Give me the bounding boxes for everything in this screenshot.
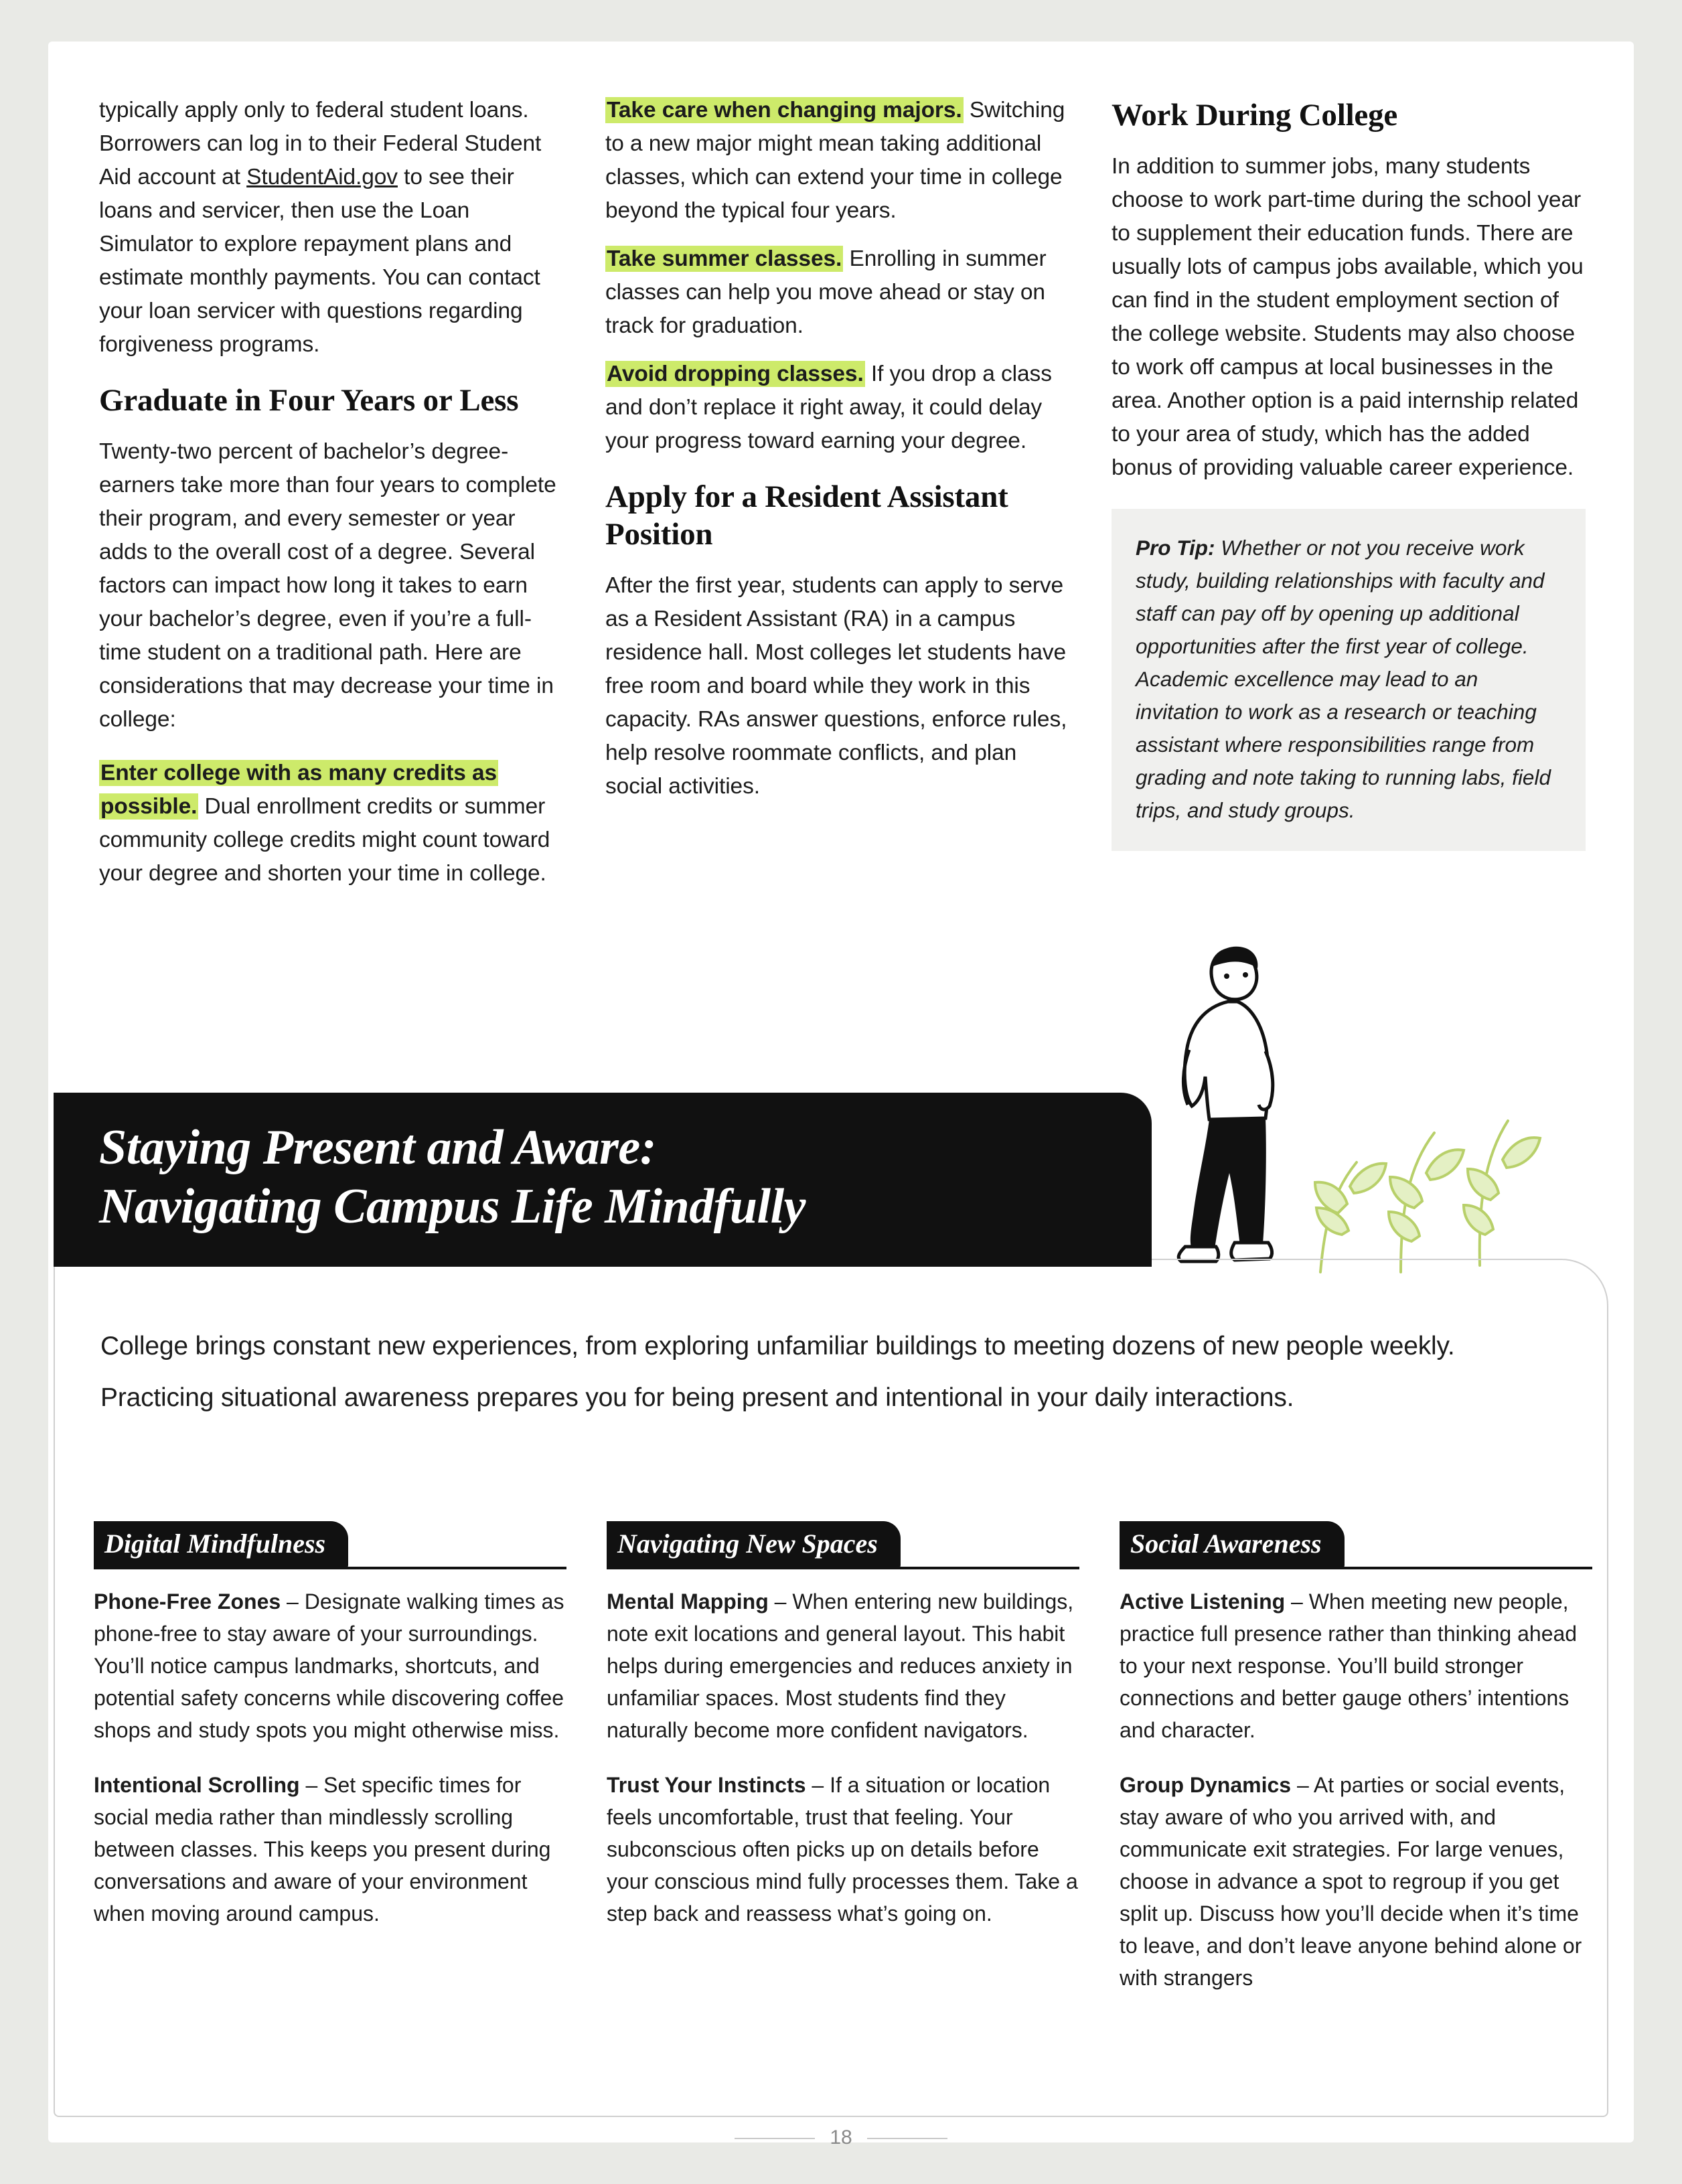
banner-title-line1: Staying Present and Aware: xyxy=(99,1120,656,1175)
item-term: Trust Your Instincts xyxy=(607,1773,806,1797)
paragraph-resident-assistant: After the first year, students can apply to serve as a Resident Assistant (RA) in a campus residence hall. Most colleges let students have free room and board while they work in this capacity. RAs answer questions, enforce rules, help resolve roommate conflicts, and plan social activities. xyxy=(605,573,1067,799)
item-term: Group Dynamics xyxy=(1120,1773,1292,1797)
tip-enter-credits-text: Dual enrollment credits or summer community college credits might count toward your degree and shorten your time in college. xyxy=(99,794,550,886)
column-right xyxy=(1112,94,1586,911)
top-columns xyxy=(99,94,1586,911)
section-rule xyxy=(94,1567,566,1569)
tip-dropping-classes xyxy=(605,358,1073,458)
section-navigating-new-spaces xyxy=(607,1521,1079,2017)
tip-enter-credits xyxy=(99,757,566,890)
item-term: Phone-Free Zones xyxy=(94,1589,281,1614)
section-social-awareness xyxy=(1120,1521,1592,2017)
column-middle xyxy=(605,94,1073,911)
section-title-social-awareness: Social Awareness xyxy=(1120,1521,1345,1568)
mindfulness-columns xyxy=(94,1521,1594,2017)
section-banner xyxy=(54,1093,1152,1267)
heading-work-during-college: Work During College xyxy=(1112,98,1398,133)
item-text: – Set specific times for social media rather than mindlessly scrolling between classes. This keeps you present during conversations and aware of your environment when moving around campus. xyxy=(94,1773,551,1926)
paragraph-text-after-link: to see their loans and servicer, then use the Loan Simulator to explore repayment plans and estimate monthly payments. You can contact your loan servicer with questions regarding forgiveness programs. xyxy=(99,165,540,357)
tip-dropping-classes-text: If you drop a class and don’t replace it right away, it could delay your progress toward earning your degree. xyxy=(605,362,1052,453)
list-item xyxy=(1120,1769,1592,1994)
pro-tip-label: Pro Tip: xyxy=(1136,536,1215,560)
studentaid-link[interactable]: StudentAid.gov xyxy=(246,165,398,189)
highlight-dropping-classes: Avoid dropping classes. xyxy=(607,362,864,386)
item-text: – At parties or social events, stay aware of who you arrived with, and communicate exit strategies. For large venues, choose in advance a spot to regroup if you get split up. Discuss how you’ll decide when it’s time to leave, and don’t leave anyone behind alone or with strangers xyxy=(1120,1773,1582,1990)
list-item xyxy=(607,1769,1079,1930)
section-header-social-awareness xyxy=(1120,1521,1592,1565)
section-header-navigating-new-spaces xyxy=(607,1521,1079,1565)
item-term: Mental Mapping xyxy=(607,1589,769,1614)
heading-resident-assistant: Apply for a Resident Assistant Position xyxy=(605,479,1008,552)
page-number: 18 xyxy=(830,2126,852,2149)
item-text: – When meeting new people, practice full presence rather than thinking ahead to your next response. You’ll build stronger connections and better gauge others’ intentions and character. xyxy=(1120,1589,1578,1742)
paragraph-loan-servicer xyxy=(99,94,566,362)
page-footer xyxy=(0,2126,1682,2149)
paragraph-work-during-college: In addition to summer jobs, many students choose to work part-time during the school year to supplement their education funds. There are usually lots of campus jobs available, which you can find in the student employment section of the college website. Students may also choose to work off campus at local businesses in the area. Another option is a paid internship related to your area of study, which has the added bonus of providing valuable career experience. xyxy=(1112,154,1584,480)
section-rule xyxy=(607,1567,1079,1569)
footer-rule-right xyxy=(867,2138,947,2139)
section-rule xyxy=(1120,1567,1592,1569)
section-title-navigating-new-spaces: Navigating New Spaces xyxy=(607,1521,901,1568)
paragraph-graduate-intro: Twenty-two percent of bachelor’s degree-earners take more than four years to complete their program, and every semester or year adds to the overall cost of a degree. Several factors can impact how long it takes to earn your bachelor’s degree, even if you’re a full-time student on a traditional path. Here are considerations that may decrease your time in college: xyxy=(99,439,556,732)
list-item xyxy=(607,1585,1079,1746)
item-text: – If a situation or location feels uncomfortable, trust that feeling. Your subconscious often picks up on details before your conscious mind fully processes them. Take a step back and reassess what’s going on. xyxy=(607,1773,1078,1926)
list-item xyxy=(1120,1585,1592,1746)
highlight-enter-credits: Enter college with as many credits as possible. xyxy=(100,761,498,819)
tip-summer-classes xyxy=(605,242,1073,343)
pro-tip-box xyxy=(1112,509,1586,851)
list-item xyxy=(94,1769,566,1930)
highlight-changing-majors: Take care when changing majors. xyxy=(607,98,962,123)
highlight-summer-classes: Take summer classes. xyxy=(607,246,842,271)
tip-changing-majors-text: Switching to a new major might mean taking additional classes, which can extend your time in college beyond the typical four years. xyxy=(605,98,1065,223)
item-text: – Designate walking times as phone-free to stay aware of your surroundings. You’ll notice campus landmarks, shortcuts, and potential safety concerns while discovering coffee shops and study spots you might otherwise miss. xyxy=(94,1589,564,1742)
item-term: Active Listening xyxy=(1120,1589,1286,1614)
heading-graduate-four-years: Graduate in Four Years or Less xyxy=(99,383,519,418)
column-left xyxy=(99,94,566,911)
tip-changing-majors xyxy=(605,94,1073,228)
item-term: Intentional Scrolling xyxy=(94,1773,300,1797)
tip-summer-classes-text: Enrolling in summer classes can help you move ahead or stay on track for graduation. xyxy=(605,246,1047,338)
footer-rule-left xyxy=(735,2138,815,2139)
pro-tip-body: Whether or not you receive work study, building relationships with faculty and staff can pay off by opening up additional opportunities after the first year of college. Academic excellence may lead to an invitation to work as a research or teaching assistant where responsibilities range from grading and note taking to running labs, field trips, and study groups. xyxy=(1136,536,1551,822)
section-digital-mindfulness xyxy=(94,1521,566,2017)
item-text: – When entering new buildings, note exit locations and general layout. This habit helps during emergencies and reduces anxiety in unfamiliar spaces. Most students find they naturally become more confident navigators. xyxy=(607,1589,1074,1742)
banner-title-line2: Navigating Campus Life Mindfully xyxy=(99,1179,806,1234)
section-title-digital-mindfulness: Digital Mindfulness xyxy=(94,1521,348,1568)
banner-title xyxy=(99,1118,1112,1236)
list-item xyxy=(94,1585,566,1746)
pro-tip-text xyxy=(1136,532,1561,827)
panel-intro-text: College brings constant new experiences, from exploring unfamiliar buildings to meeting dozens of new people weekly. Practicing situational awareness prepares you for being present and intentional in your daily interactions. xyxy=(100,1332,1455,1412)
paragraph-text-before-link: typically apply only to federal student loans. Borrowers can log in to their Federal Student Aid account at xyxy=(99,98,542,189)
section-header-digital-mindfulness xyxy=(94,1521,566,1565)
